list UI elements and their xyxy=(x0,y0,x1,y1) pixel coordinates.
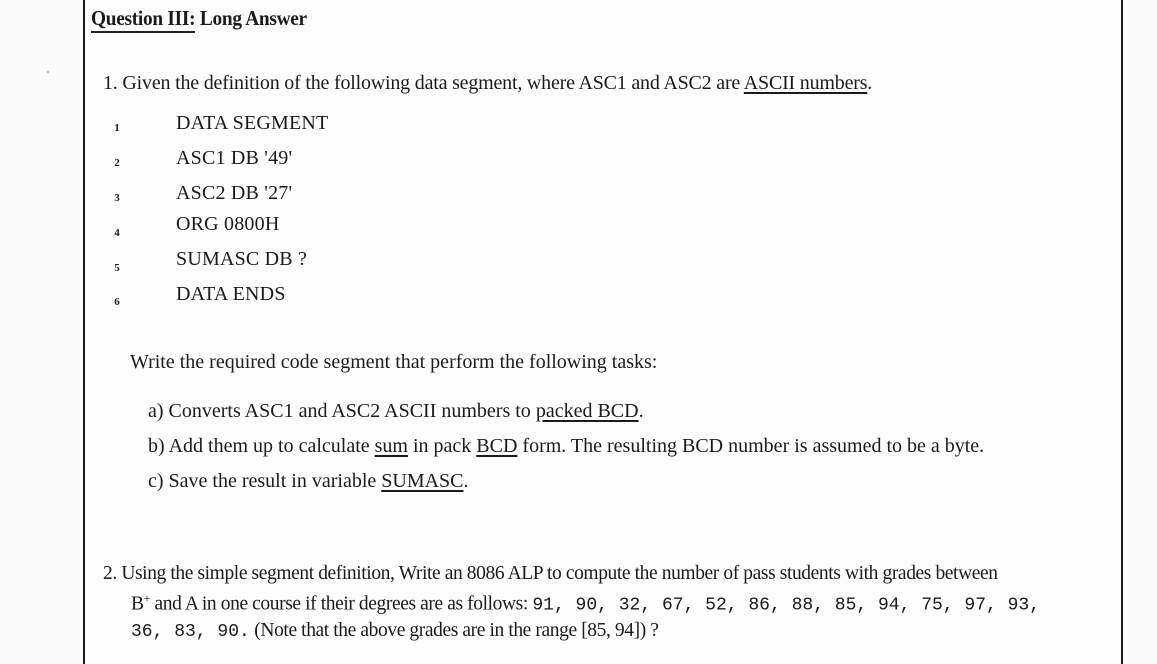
task-a xyxy=(148,400,644,423)
question-1-prompt xyxy=(103,72,872,95)
underlined-term: BCD xyxy=(476,435,518,457)
question-text: (Note that the above grades are in the range [85, 94]) ? xyxy=(249,620,659,641)
task-label: a) xyxy=(148,400,164,422)
section-heading xyxy=(91,6,307,31)
plus-superscript: + xyxy=(143,591,150,605)
question-number: 2. xyxy=(103,563,117,584)
task-label: c) xyxy=(148,470,164,492)
question-text: Given the definition of the following data segment, where ASC1 and ASC2 are xyxy=(122,72,744,94)
code-line: DATA ENDS xyxy=(176,283,286,305)
underlined-term: SUMASC xyxy=(381,470,464,492)
question-text: and A in one course if their degrees are as follows: xyxy=(149,593,533,615)
punctuation: . xyxy=(638,400,644,422)
task-label: b) xyxy=(148,435,165,457)
underlined-term: sum xyxy=(374,435,408,457)
code-line: DATA SEGMENT xyxy=(176,112,329,134)
line-number: 1 xyxy=(114,122,120,134)
line-number: 4 xyxy=(114,227,120,239)
punctuation: . xyxy=(867,72,873,94)
task-text: Converts ASC1 and ASC2 ASCII numbers to xyxy=(168,400,536,422)
question-2-line-1 xyxy=(103,563,998,585)
task-text: Save the result in variable xyxy=(168,470,382,492)
instruction-text: Write the required code segment that perform the following tasks: xyxy=(130,351,658,373)
task-text: form. The resulting BCD number is assumed to be a byte. xyxy=(517,435,985,457)
underlined-term: packed BCD xyxy=(535,400,639,422)
section-title: Long Answer xyxy=(199,6,307,30)
task-text: in pack xyxy=(407,435,477,457)
task-b xyxy=(148,435,984,458)
section-label: Question III: xyxy=(91,6,195,33)
question-text: Using the simple segment definition, Write an 8086 ALP to compute the number of pass students with grades between xyxy=(121,563,998,584)
code-line: SUMASC DB ? xyxy=(176,248,308,270)
punctuation: . xyxy=(463,470,469,492)
underlined-term: ASCII numbers xyxy=(743,72,868,94)
question-2-line-3 xyxy=(131,620,659,642)
code-line: ASC2 DB '27' xyxy=(176,182,293,204)
line-number: 5 xyxy=(114,262,120,274)
code-line: ASC1 DB '49' xyxy=(176,147,293,169)
question-2-line-2 xyxy=(131,591,1040,616)
grade-b: B xyxy=(131,593,144,615)
task-text: Add them up to calculate xyxy=(168,435,375,457)
grades-list: 36, 83, 90. xyxy=(131,622,250,642)
line-number: 6 xyxy=(114,296,120,308)
task-c xyxy=(148,470,469,493)
code-line: ORG 0800H xyxy=(176,213,280,235)
line-number: 2 xyxy=(114,157,120,169)
question-number: 1. xyxy=(103,72,118,94)
scan-speck xyxy=(47,71,49,73)
grades-list: 91, 90, 32, 67, 52, 86, 88, 85, 94, 75, 97, 93, xyxy=(532,595,1041,616)
line-number: 3 xyxy=(114,192,120,204)
